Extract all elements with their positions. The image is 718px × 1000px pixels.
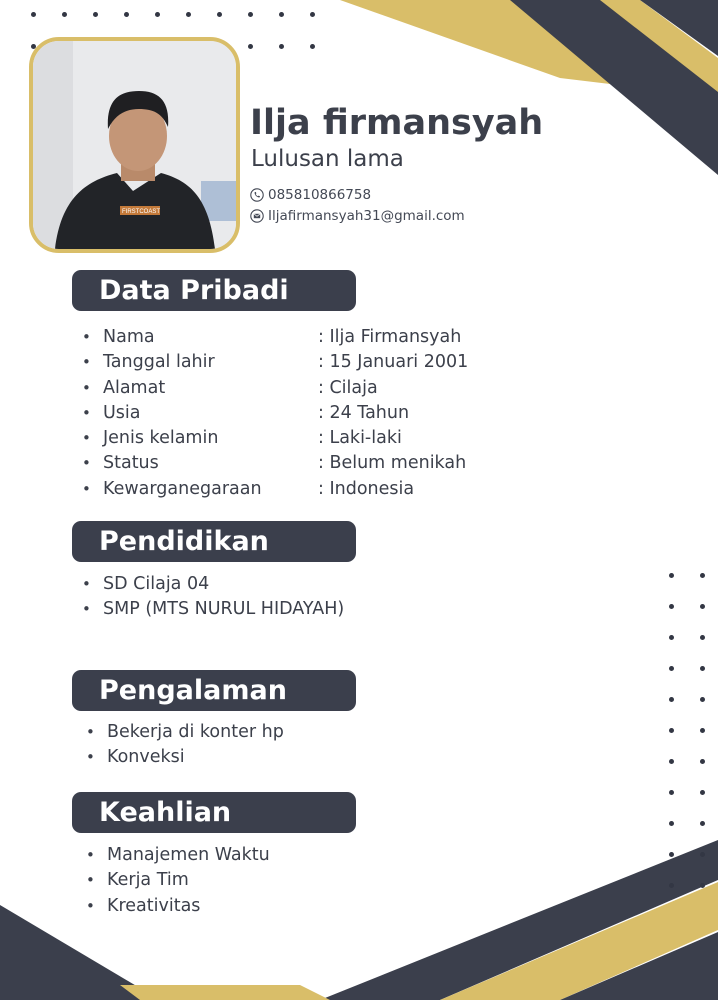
bullet: • bbox=[86, 896, 95, 915]
info-row-jenis-kelamin bbox=[82, 426, 468, 451]
bullet: • bbox=[82, 454, 91, 473]
bullet: • bbox=[82, 575, 91, 593]
contact-phone[interactable] bbox=[250, 186, 371, 204]
phone-icon bbox=[250, 188, 264, 202]
list-item bbox=[82, 572, 344, 597]
email-icon bbox=[250, 209, 264, 223]
skill-item: Kerja Tim bbox=[107, 870, 189, 891]
info-value: : Indonesia bbox=[318, 478, 415, 499]
bullet: • bbox=[82, 429, 91, 448]
list-item bbox=[86, 720, 284, 745]
bullet: • bbox=[82, 403, 91, 422]
experience-list bbox=[86, 720, 284, 771]
phone-number: 085810866758 bbox=[268, 187, 372, 203]
info-label: Kewarganegaraan bbox=[103, 478, 262, 499]
experience-item: Bekerja di konter hp bbox=[107, 722, 284, 742]
info-value: : Ilja Firmansyah bbox=[318, 327, 462, 347]
email-address: Iljafirmansyah31@gmail.com bbox=[268, 208, 465, 224]
bullet: • bbox=[86, 871, 95, 890]
list-item bbox=[86, 745, 284, 770]
bullet: • bbox=[86, 723, 95, 741]
dot-pattern-right bbox=[669, 573, 705, 888]
section-header-pendidikan: Pendidikan bbox=[72, 521, 356, 562]
profile-photo bbox=[29, 37, 240, 253]
bullet: • bbox=[82, 353, 91, 372]
info-row-tanggal-lahir bbox=[82, 350, 468, 375]
bullet: • bbox=[82, 479, 91, 498]
shirt-text: FIRSTCOAST bbox=[122, 209, 161, 215]
info-label: Status bbox=[103, 453, 159, 474]
info-row-alamat bbox=[82, 376, 468, 401]
info-label: Usia bbox=[103, 402, 141, 423]
info-value: : Laki-laki bbox=[318, 428, 402, 449]
info-value: : 24 Tahun bbox=[318, 402, 410, 423]
education-list bbox=[82, 572, 344, 623]
info-label: Tanggal lahir bbox=[103, 352, 215, 373]
experience-item: Konveksi bbox=[107, 747, 185, 768]
personal-info-list bbox=[82, 325, 468, 502]
bullet: • bbox=[82, 328, 91, 346]
info-label: Jenis kelamin bbox=[103, 428, 219, 449]
info-row-status bbox=[82, 451, 468, 476]
list-item bbox=[86, 868, 270, 893]
skill-item: Manajemen Waktu bbox=[107, 845, 270, 865]
skills-list bbox=[86, 843, 270, 919]
bottom-left-gold-band bbox=[120, 985, 330, 1000]
list-item bbox=[86, 843, 270, 868]
education-item: SD Cilaja 04 bbox=[103, 574, 210, 594]
section-header-keahlian: Keahlian bbox=[72, 792, 356, 833]
info-value: : Belum menikah bbox=[318, 453, 467, 474]
education-item: SMP (MTS NURUL HIDAYAH) bbox=[103, 599, 345, 620]
candidate-name: Ilja firmansyah bbox=[250, 103, 544, 143]
section-header-pengalaman: Pengalaman bbox=[72, 670, 356, 711]
info-value: : Cilaja bbox=[318, 377, 378, 398]
info-label: Nama bbox=[103, 327, 155, 347]
bullet: • bbox=[86, 748, 95, 767]
bullet: • bbox=[82, 378, 91, 397]
section-header-data-pribadi: Data Pribadi bbox=[72, 270, 356, 311]
info-label: Alamat bbox=[103, 377, 166, 398]
bullet: • bbox=[86, 846, 95, 864]
info-row-kewarganegaraan bbox=[82, 477, 468, 502]
list-item bbox=[82, 597, 344, 622]
candidate-subtitle: Lulusan lama bbox=[251, 146, 404, 172]
skill-item: Kreativitas bbox=[107, 895, 201, 916]
contact-email[interactable] bbox=[250, 207, 465, 225]
info-value: : 15 Januari 2001 bbox=[318, 352, 469, 373]
info-row-usia bbox=[82, 401, 468, 426]
bullet: • bbox=[82, 600, 91, 619]
list-item bbox=[86, 894, 270, 919]
info-row-nama bbox=[82, 325, 468, 350]
